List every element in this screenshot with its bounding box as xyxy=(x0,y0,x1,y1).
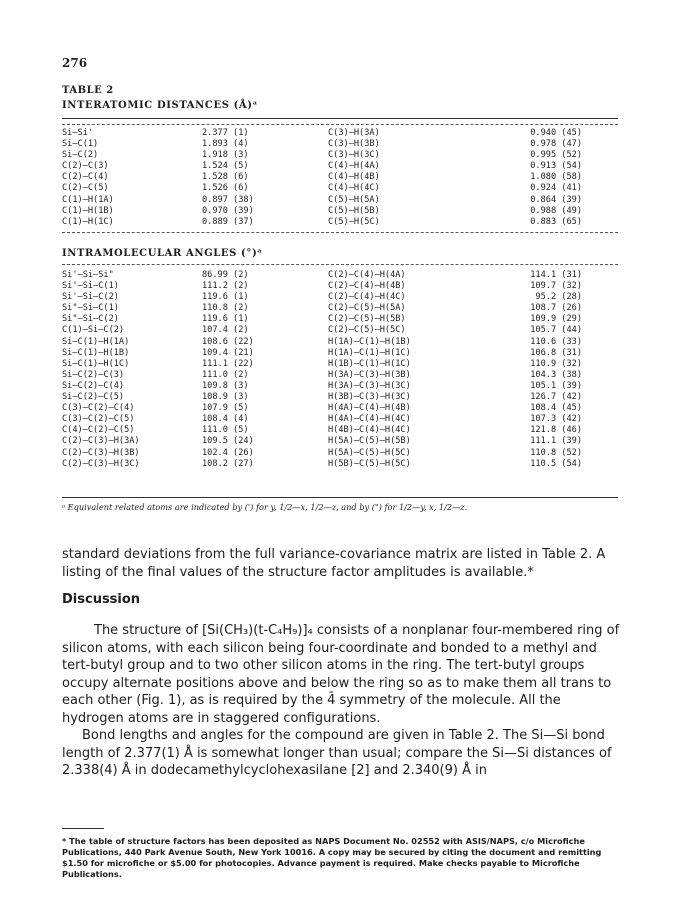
angle-row-cell: H(3A)—C(3)—H(3C) xyxy=(328,380,411,391)
distance-row-cell: 0.883 (65) xyxy=(530,216,582,227)
angle-row xyxy=(62,359,618,370)
angle-row-cell: C(2)—C(3)—H(3C) xyxy=(62,458,140,469)
distance-row-cell: C(1)—H(1B) xyxy=(62,205,114,216)
distance-row-cell: 1.528 (6) xyxy=(202,172,249,183)
angle-row-cell: 111.1 (39) xyxy=(530,436,582,447)
distance-row-cell: C(1)—H(1A) xyxy=(62,194,114,205)
angle-row-cell: 108.9 (3) xyxy=(202,392,249,403)
angle-row-cell: H(3B)—C(3)—H(3C) xyxy=(328,392,411,403)
angle-row-cell: C(3)—C(2)—C(5) xyxy=(62,414,135,425)
distance-row-cell: 0.924 (41) xyxy=(530,183,582,194)
angle-row-cell: 107.9 (5) xyxy=(202,403,249,414)
distance-row xyxy=(62,128,618,139)
angle-row-cell: Si"—Si—C(2) xyxy=(62,314,119,325)
angle-row-cell: H(4B)—C(4)—H(4C) xyxy=(328,425,411,436)
angle-row xyxy=(62,414,618,425)
angle-row-cell: C(2)—C(5)—H(5C) xyxy=(328,325,406,336)
angle-row-cell: 119.6 (1) xyxy=(202,292,249,303)
distance-row xyxy=(62,195,618,206)
distance-row-cell: C(4)—H(4C) xyxy=(328,183,380,194)
angle-row xyxy=(62,292,618,303)
angle-row-cell: 104.3 (38) xyxy=(530,369,582,380)
table-bottom-rule xyxy=(62,497,618,498)
angle-row xyxy=(62,425,618,436)
angle-row-cell: 109.4 (21) xyxy=(202,347,254,358)
distance-row-cell: 0.970 (39) xyxy=(202,205,254,216)
angle-row-cell: C(2)—C(3)—H(3B) xyxy=(62,447,140,458)
angle-row-cell: 109.8 (3) xyxy=(202,380,249,391)
angle-row-cell: H(1A)—C(1)—H(1C) xyxy=(328,347,411,358)
angle-row-cell: C(2)—C(5)—H(5A) xyxy=(328,303,406,314)
angle-row-cell: 110.6 (33) xyxy=(530,336,582,347)
angle-row xyxy=(62,370,618,381)
distance-row-cell: Si—Si' xyxy=(62,128,94,138)
angle-row-cell: 108.2 (27) xyxy=(202,458,254,469)
distance-row-cell: C(5)—H(5A) xyxy=(328,194,380,205)
angle-row xyxy=(62,381,618,392)
angle-row xyxy=(62,270,618,281)
distance-row-cell: 0.978 (47) xyxy=(530,139,582,150)
distance-row xyxy=(62,139,618,150)
angle-row-cell: 105.7 (44) xyxy=(530,325,582,336)
angle-row-cell: Si'—Si—C(2) xyxy=(62,292,119,303)
angle-row-cell: Si—C(1)—H(1B) xyxy=(62,347,130,358)
angle-row-cell: 110.9 (32) xyxy=(530,358,582,369)
discussion-paragraph-2: Bond lengths and angles for the compound are given in Table 2. The Si—Si bond length of 2.377(1) Å is somewhat longer than usual; compare the Si—Si distances of 2.338(4) Å in dodecamethylcyclohexasilane [2] and 2.340(9) Å in xyxy=(62,728,612,778)
distance-row xyxy=(62,161,618,172)
distance-row xyxy=(62,217,618,228)
paragraph-continuation: standard deviations from the full variance-covariance matrix are listed in Table 2. A listing of the final values of the structure factor amplitudes is available.* xyxy=(62,547,606,580)
angle-row-cell: C(2)—C(4)—H(4A) xyxy=(328,270,406,280)
angle-row xyxy=(62,348,618,359)
angle-row xyxy=(62,303,618,314)
distance-row-cell: 0.864 (39) xyxy=(530,194,582,205)
distance-row-cell: 0.988 (49) xyxy=(530,205,582,216)
table-header-rule xyxy=(62,124,618,125)
angle-row-cell: 95.2 (28) xyxy=(535,292,582,303)
angle-row xyxy=(62,392,618,403)
distance-row-cell: Si—C(1) xyxy=(62,139,99,150)
distance-row-cell: C(4)—H(4A) xyxy=(328,161,380,172)
angle-row-cell: 114.1 (31) xyxy=(530,270,582,280)
page-footnote: * The table of structure factors has been deposited as NAPS Document No. 02552 with ASIS/NAPS, c/o Microfiche Publications, 440 Park Avenue South, New York 10016. A copy may be secured by citing the document and remitting $1.50 for microfiche or $5.00 for photocopies. Advance payment is required. Make checks payable to Microfiche Publications. xyxy=(62,836,602,879)
distance-row-cell: 0.940 (45) xyxy=(530,128,582,138)
angle-row-cell: C(4)—C(2)—C(5) xyxy=(62,425,135,436)
page-number: 276 xyxy=(62,56,88,70)
distance-row-cell: 1.918 (3) xyxy=(202,150,249,161)
table-top-rule xyxy=(62,118,618,119)
angle-row-cell: Si'—Si—C(1) xyxy=(62,281,119,292)
distance-row-cell: Si—C(2) xyxy=(62,150,99,161)
distance-row-cell: C(2)—C(3) xyxy=(62,161,109,172)
angle-row-cell: 108.4 (4) xyxy=(202,414,249,425)
angle-row-cell: Si—C(2)—C(5) xyxy=(62,392,125,403)
distance-row-cell: C(3)—H(3B) xyxy=(328,139,380,150)
angle-row-cell: H(5A)—C(5)—H(5B) xyxy=(328,436,411,447)
angle-row-cell: H(4A)—C(4)—H(4C) xyxy=(328,414,411,425)
angle-row xyxy=(62,448,618,459)
distance-row xyxy=(62,150,618,161)
angle-row-cell: 108.6 (22) xyxy=(202,336,254,347)
distance-row-cell: 2.377 (1) xyxy=(202,128,249,138)
angle-row-cell: 106.8 (31) xyxy=(530,347,582,358)
angle-row-cell: H(5B)—C(5)—H(5C) xyxy=(328,458,411,469)
angle-row-cell: H(4A)—C(4)—H(4B) xyxy=(328,403,411,414)
discussion-heading: Discussion xyxy=(62,592,141,607)
footnote-rule xyxy=(62,828,104,829)
angle-row-cell: 108.4 (45) xyxy=(530,403,582,414)
angle-row-cell: C(2)—C(5)—H(5B) xyxy=(328,314,406,325)
angle-row-cell: 109.5 (24) xyxy=(202,436,254,447)
angle-row xyxy=(62,281,618,292)
angle-row xyxy=(62,459,618,470)
angle-row-cell: 126.7 (42) xyxy=(530,392,582,403)
discussion-body xyxy=(62,622,622,780)
angle-row-cell: 107.3 (42) xyxy=(530,414,582,425)
angle-row-cell: 107.4 (2) xyxy=(202,325,249,336)
angles-table xyxy=(62,270,618,470)
angle-row-cell: C(2)—C(4)—H(4C) xyxy=(328,292,406,303)
table-footnote: ᵃ Equivalent related atoms are indicated by (') for y, 1/2—x, 1/2—z, and by (") for 1/2—y, x, 1/2—z. xyxy=(62,502,468,512)
angle-row-cell: Si—C(2)—C(3) xyxy=(62,369,125,380)
table-label: TABLE 2 xyxy=(62,85,114,96)
angles-top-rule xyxy=(62,264,618,265)
angle-row-cell: 110.8 (52) xyxy=(530,447,582,458)
angle-row-cell: 105.1 (39) xyxy=(530,380,582,391)
distance-row-cell: 1.524 (5) xyxy=(202,161,249,172)
angle-row-cell: H(5A)—C(5)—H(5C) xyxy=(328,447,411,458)
distance-row xyxy=(62,206,618,217)
angle-row-cell: 110.8 (2) xyxy=(202,303,249,314)
angle-row-cell: Si'—Si—Si" xyxy=(62,270,114,280)
angle-row-cell: 119.6 (1) xyxy=(202,314,249,325)
angle-row xyxy=(62,337,618,348)
angle-row-cell: 110.5 (54) xyxy=(530,458,582,469)
distance-row xyxy=(62,183,618,194)
angle-row-cell: C(1)—Si—C(2) xyxy=(62,325,125,336)
distance-row-cell: 1.080 (58) xyxy=(530,172,582,183)
angle-row-cell: 121.8 (46) xyxy=(530,425,582,436)
table-caption: INTERATOMIC DISTANCES (Å)ᵃ xyxy=(62,100,258,111)
distance-row-cell: 1.526 (6) xyxy=(202,183,249,194)
distance-row-cell: C(4)—H(4B) xyxy=(328,172,380,183)
angle-row xyxy=(62,325,618,336)
distance-row-cell: C(1)—H(1C) xyxy=(62,216,114,227)
angle-row-cell: C(3)—C(2)—C(4) xyxy=(62,403,135,414)
angle-row-cell: 111.2 (2) xyxy=(202,281,249,292)
distance-row-cell: 0.913 (54) xyxy=(530,161,582,172)
distance-row-cell: C(2)—C(5) xyxy=(62,183,109,194)
angle-row-cell: 109.9 (29) xyxy=(530,314,582,325)
distance-row xyxy=(62,172,618,183)
distance-row-cell: 1.893 (4) xyxy=(202,139,249,150)
distance-row-cell: C(5)—H(5B) xyxy=(328,205,380,216)
angle-row-cell: 109.7 (32) xyxy=(530,281,582,292)
angle-row-cell: 108.7 (26) xyxy=(530,303,582,314)
angle-row-cell: Si"—Si—C(1) xyxy=(62,303,119,314)
distance-row-cell: C(3)—H(3C) xyxy=(328,150,380,161)
angle-row xyxy=(62,403,618,414)
discussion-paragraph-1: The structure of [Si(CH₃)(t-C₄H₉)]₄ consists of a nonplanar four-membered ring of silicon atoms, with each silicon being four-coordinate and bonded to a methyl and tert-butyl group and to two other silicon atoms in the ring. The tert-butyl groups occupy alternate positions above and below the ring so as to make them all trans to each other (Fig. 1), as is required by the 4̄ symmetry of the molecule. All the hydrogen atoms are in staggered configurations. xyxy=(62,623,620,726)
angle-row-cell: 102.4 (26) xyxy=(202,447,254,458)
angle-row-cell: 111.0 (5) xyxy=(202,425,249,436)
distance-row-cell: 0.897 (38) xyxy=(202,194,254,205)
angle-row-cell: H(3A)—C(3)—H(3B) xyxy=(328,369,411,380)
angle-row-cell: H(1B)—C(1)—H(1C) xyxy=(328,358,411,369)
angle-row-cell: 111.0 (2) xyxy=(202,369,249,380)
angle-row-cell: Si—C(1)—H(1A) xyxy=(62,336,130,347)
distance-row-cell: C(3)—H(3A) xyxy=(328,128,380,138)
distance-row-cell: C(5)—H(5C) xyxy=(328,216,380,227)
angle-row-cell: C(2)—C(3)—H(3A) xyxy=(62,436,140,447)
angle-row xyxy=(62,314,618,325)
angles-heading: INTRAMOLECULAR ANGLES (°)ᵃ xyxy=(62,248,263,259)
angle-row-cell: 111.1 (22) xyxy=(202,358,254,369)
angle-row-cell: 86.99 (2) xyxy=(202,270,249,280)
angle-row xyxy=(62,436,618,447)
angle-row-cell: H(1A)—C(1)—H(1B) xyxy=(328,336,411,347)
distances-table xyxy=(62,128,618,228)
distance-row-cell: 0.889 (37) xyxy=(202,216,254,227)
angle-row-cell: C(2)—C(4)—H(4B) xyxy=(328,281,406,292)
angle-row-cell: Si—C(1)—H(1C) xyxy=(62,358,130,369)
distance-row-cell: C(2)—C(4) xyxy=(62,172,109,183)
angle-row-cell: Si—C(2)—C(4) xyxy=(62,380,125,391)
distance-row-cell: 0.995 (52) xyxy=(530,150,582,161)
distances-bottom-rule xyxy=(62,232,618,233)
